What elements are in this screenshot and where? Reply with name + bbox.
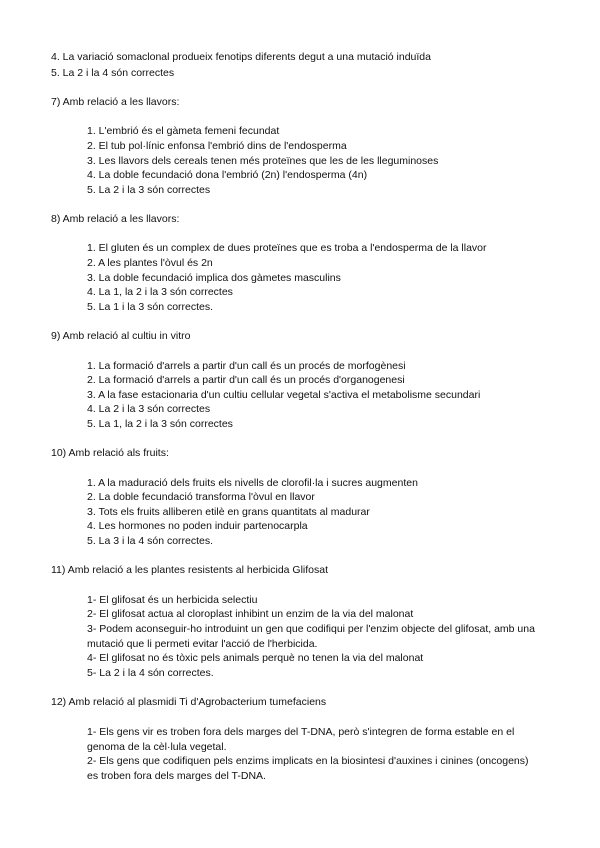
question-11-title: 11) Amb relació a les plantes resistents al herbicida Glifosat <box>51 564 329 576</box>
question-7-option-3: 3. Les llavors dels cereals tenen més proteïnes que les de les lleguminoses <box>87 155 439 167</box>
question-12-option-1: 1- Els gens vir es troben fora dels marges del T-DNA, però s'integren de forma estable en el genoma de la cèl·lula vegetal. <box>87 726 515 753</box>
question-7-option-2: 2. El tub pol·línic enfonsa l'embrió dins de l'endosperma <box>87 140 347 152</box>
question-9-option-3: 3. A la fase estacionaria d'un cultiu cellular vegetal s'activa el metabolisme secundari <box>87 389 481 401</box>
question-11-option-4: 4- El glifosat no és tòxic pels animals perquè no tenen la via del malonat <box>87 652 424 664</box>
question-10-option-4: 4. Les hormones no poden induir partenocarpla <box>87 520 308 532</box>
question-7-option-5: 5. La 2 i la 3 són correctes <box>87 184 211 196</box>
question-8-option-3: 3. La doble fecundació implica dos gàmetes masculins <box>87 272 341 284</box>
question-11-option-2: 2- El glifosat actua al cloroplast inhibint un enzim de la via del malonat <box>87 608 414 620</box>
question-10-option-5: 5. La 3 i la 4 són correctes. <box>87 535 214 547</box>
question-7-option-1: 1. L'embrió és el gàmeta femeni fecundat <box>87 125 280 137</box>
question-10-option-2: 2. La doble fecundació transforma l'òvul en llavor <box>87 491 315 503</box>
question-12-option-2: 2- Els gens que codifiquen pels enzims implicats en la biosintesi d'auxines i cinines (oncogens) es troben fora dels marges del T-DNA. <box>87 755 529 782</box>
question-9-option-5: 5. La 1, la 2 i la 3 són correctes <box>87 418 233 430</box>
question-9-option-2: 2. La formació d'arrels a partir d'un call és un procés d'organogenesi <box>87 374 405 386</box>
question-10-title: 10) Amb relació als fruits: <box>51 447 169 459</box>
question-10-option-1: 1. A la maduració dels fruits els nivells de clorofil·la i sucres augmenten <box>87 477 418 489</box>
question-8-option-1: 1. El gluten és un complex de dues proteïnes que es troba a l'endosperma de la llavor <box>87 242 487 254</box>
question-8-option-5: 5. La 1 i la 3 són correctes. <box>87 301 214 313</box>
statement-4: 4. La variació somaclonal produeix fenotips diferents degut a una mutació induïda <box>51 51 431 63</box>
question-12-title: 12) Amb relació al plasmidi Ti d'Agrobacterium tumefaciens <box>51 696 327 708</box>
question-8-option-4: 4. La 1, la 2 i la 3 són correctes <box>87 286 233 298</box>
question-7-option-4: 4. La doble fecundació dona l'embrió (2n) l'endosperma (4n) <box>87 169 368 181</box>
question-8-title: 8) Amb relació a les llavors: <box>51 213 180 225</box>
question-11-option-5: 5- La 2 i la 4 són correctes. <box>87 667 214 679</box>
question-11-option-1: 1- El glifosat és un herbicida selectiu <box>87 594 258 606</box>
question-11-option-3: 3- Podem aconseguir-ho introduint un gen que codifiqui per l'enzim objecte del glifosat, amb una mutació que li permeti evitar l'acció de l'herbicida. <box>87 623 535 650</box>
question-9-title: 9) Amb relació al cultiu in vitro <box>51 330 191 342</box>
question-9-option-4: 4. La 2 i la 3 són correctes <box>87 403 211 415</box>
question-9-option-1: 1. La formació d'arrels a partir d'un call és un procés de morfogènesi <box>87 360 406 372</box>
question-8-option-2: 2. A les plantes l'òvul és 2n <box>87 257 213 269</box>
question-7-title: 7) Amb relació a les llavors: <box>51 96 180 108</box>
statement-5: 5. La 2 i la 4 són correctes <box>51 67 175 79</box>
question-10-option-3: 3. Tots els fruits alliberen etilè en grans quantitats al madurar <box>87 506 370 518</box>
